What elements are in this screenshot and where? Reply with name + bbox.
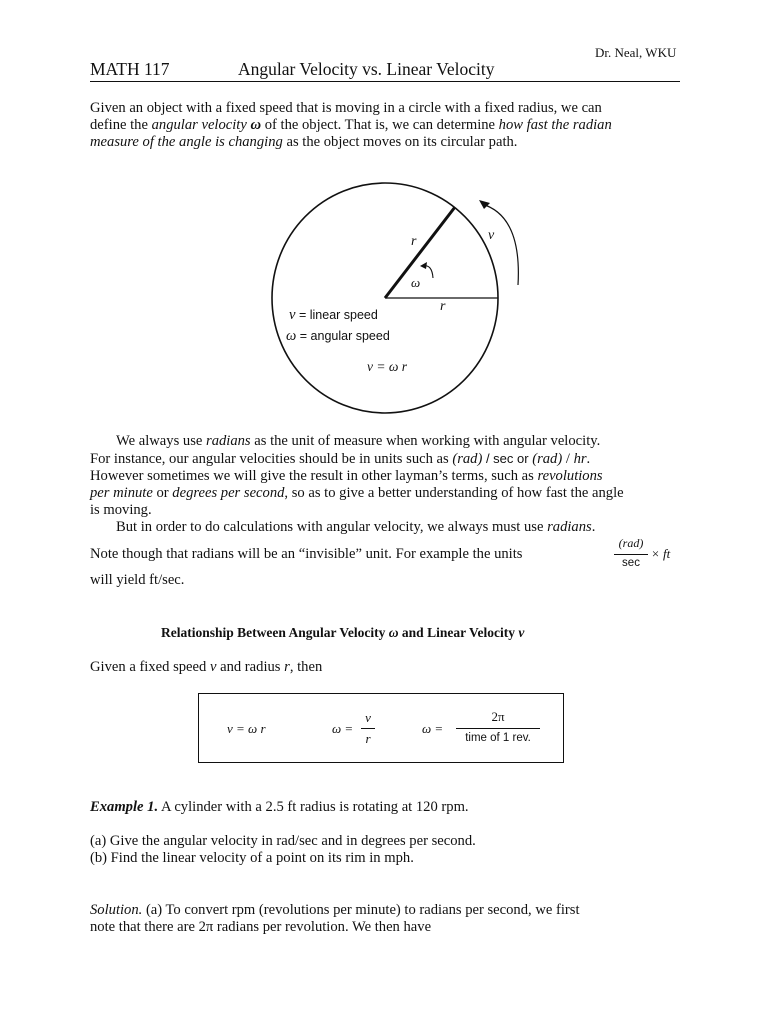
para1-line-4: per minute or degrees per second, so as to give a better understanding of how fast the angle xyxy=(90,485,624,501)
para1-line-3: However sometimes we will give the result in other layman’s terms, such as revolutions xyxy=(90,468,603,484)
example-part-b: (b) Find the linear velocity of a point on its rim in mph. xyxy=(90,850,414,866)
page-title: Angular Velocity vs. Linear Velocity xyxy=(238,59,495,79)
header-author: Dr. Neal, WKU xyxy=(595,45,677,60)
formula-rev-num: 2π xyxy=(491,709,505,724)
header-rule xyxy=(90,81,680,82)
formula-omega-den: r xyxy=(365,731,371,746)
legend-linear-speed: v = linear speed xyxy=(289,307,378,323)
example-statement: Example 1. A cylinder with a 2.5 ft radius is rotating at 120 rpm. xyxy=(90,799,469,815)
para2-line-3: will yield ft/sec. xyxy=(90,572,185,588)
section-heading: Relationship Between Angular Velocity ω and Linear Velocity v xyxy=(161,625,525,640)
example-part-a: (a) Give the angular velocity in rad/sec and in degrees per second. xyxy=(90,833,476,849)
fraction-bar xyxy=(614,554,648,555)
fraction-numerator: (rad) xyxy=(618,536,644,550)
intro-line-2: define the angular velocity ω of the object. That is, we can determine how fast the radian xyxy=(90,117,612,133)
intro-line-1: Given an object with a fixed speed that is moving in a circle with a fixed radius, we can xyxy=(90,100,602,116)
solution-line-2: note that there are 2π radians per revolution. We then have xyxy=(90,919,432,935)
intro-paragraph xyxy=(90,100,690,151)
para2-line-2: Note though that radians will be an “invisible” unit. For example the units xyxy=(90,546,523,562)
formula-omega-lhs: ω = xyxy=(332,721,354,736)
circle-diagram xyxy=(260,178,530,423)
para1-line-1: We always use radians as the unit of measure when working with angular velocity. xyxy=(116,433,601,449)
diagram-formula: v = ω r xyxy=(367,359,408,374)
formula-v-equals-omega-r: v = ω r xyxy=(227,721,266,736)
v-arc-icon xyxy=(482,204,518,285)
label-v: v xyxy=(488,228,495,243)
paragraph-radians xyxy=(90,433,690,519)
given-line: Given a fixed speed v and radius r, then xyxy=(90,659,323,675)
label-omega: ω xyxy=(411,275,421,290)
formula-rev-bar xyxy=(456,728,540,729)
fraction-tail: × ft xyxy=(651,546,671,561)
intro-line-3: measure of the angle is changing as the object moves on its circular path. xyxy=(90,134,518,150)
formula-omega-bar xyxy=(361,728,375,729)
fraction-denominator: sec xyxy=(622,557,640,569)
formula-rev-den: time of 1 rev. xyxy=(465,732,531,744)
formula-omega-num: v xyxy=(365,710,371,725)
para1-line-2: For instance, our angular velocities should be in units such as (rad) / sec or (rad) / hr. xyxy=(90,451,591,467)
para1-line-5: is moving. xyxy=(90,502,152,518)
course-code: MATH 117 xyxy=(90,59,170,79)
label-r-slanted: r xyxy=(411,234,417,249)
label-r-horizontal: r xyxy=(440,299,446,314)
omega-arrowhead-icon xyxy=(420,262,427,269)
legend-angular-speed: ω = angular speed xyxy=(286,328,390,344)
para2-line-1: But in order to do calculations with angular velocity, we always must use radians. xyxy=(116,519,596,535)
solution-line-1: Solution. (a) To convert rpm (revolutions per minute) to radians per second, we first xyxy=(90,902,580,918)
formula-rev-lhs: ω = xyxy=(422,721,444,736)
v-arrowhead-icon xyxy=(479,200,490,209)
